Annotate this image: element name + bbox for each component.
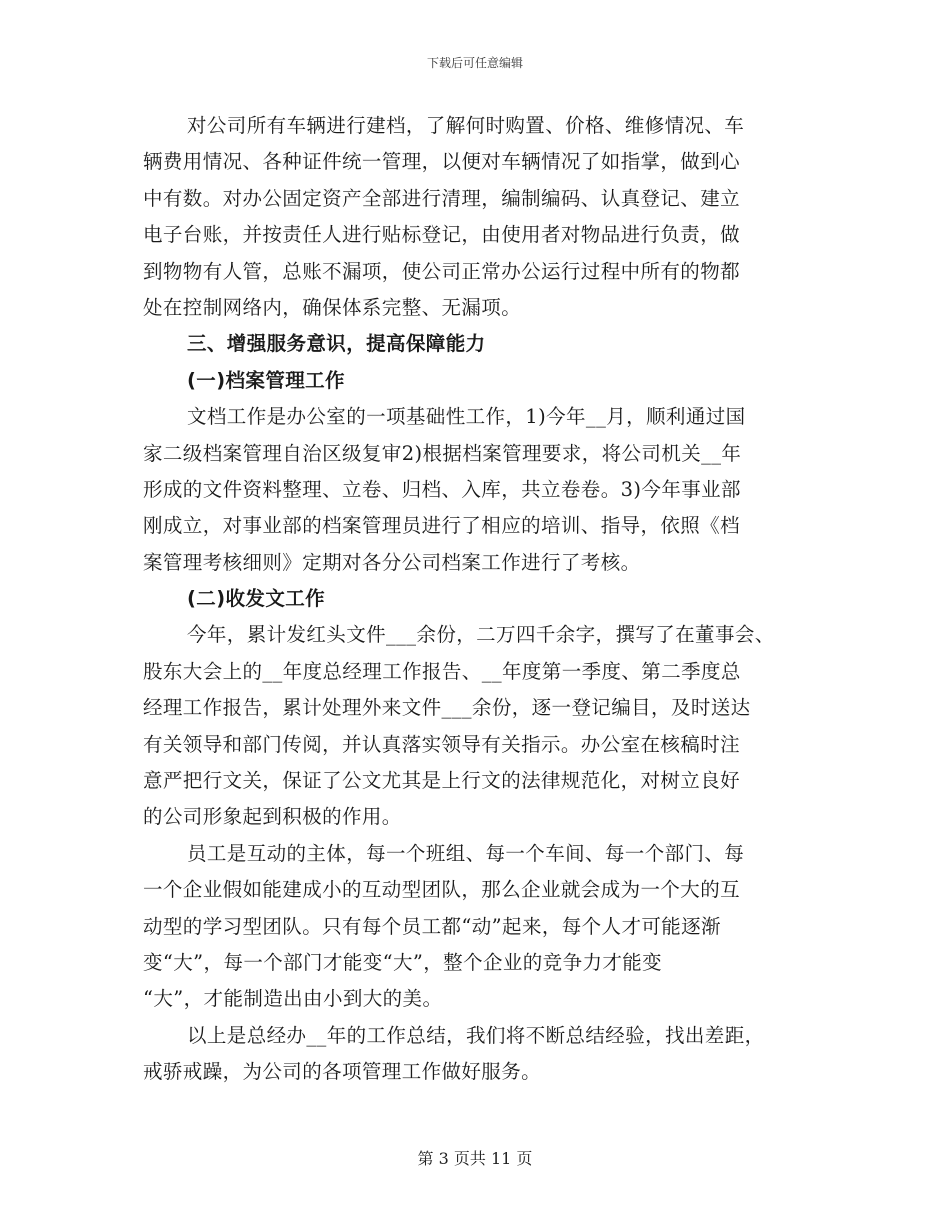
paragraph-line: 处在控制网络内，确保体系完整、无漏项。 [143,295,522,319]
paragraph-line: 股东大会上的__年度总经理工作报告、__年度第一季度、第二季度总 [143,659,741,683]
paragraph-line: 意严把行文关，保证了公文尤其是上行文的法律规范化，对树立良好 [143,769,741,793]
paragraph-line: 有关领导和部门传阅，并认真落实领导有关指示。办公室在核稿时注 [143,732,741,756]
paragraph-line: 的公司形象起到积极的作用。 [143,805,402,829]
paragraph-line: 戒骄戒躁，为公司的各项管理工作做好服务。 [143,1060,542,1084]
paragraph-line: 刚成立，对事业部的档案管理员进行了相应的培训、指导，依照《档 [143,514,741,538]
paragraph-line: 文档工作是办公室的一项基础性工作，1)今年__月，顺利通过国 [187,405,746,429]
paragraph-line: 动型的学习型团队。只有每个员工都“动”起来，每个人才可能逐渐 [143,914,721,938]
paragraph-line: 家二级档案管理自治区级复审2)根据档案管理要求，将公司机关__年 [143,441,742,465]
paragraph-line: 形成的文件资料整理、立卷、归档、入库，共立卷卷。3)今年事业部 [143,477,741,501]
paragraph-line: 辆费用情况、各种证件统一管理，以便对车辆情况了如指掌，做到心 [143,150,741,174]
page-number: 第 3 页共 11 页 [417,1149,533,1168]
paragraph-line: 电子台账，并按责任人进行贴标登记，由使用者对物品进行负责，做 [143,223,741,247]
paragraph-line: “大”，才能制造出由小到大的美。 [143,987,443,1011]
paragraph-line: 以上是总经办__年的工作总结，我们将不断总结经验，找出差距， [187,1023,765,1047]
paragraph-line: 员工是互动的主体，每一个班组、每一个车间、每一个部门、每 [187,841,745,865]
paragraph-line: 对公司所有车辆进行建档，了解何时购置、价格、维修情况、车 [187,114,745,137]
paragraph-line: 经理工作报告，累计处理外来文件___余份，逐一登记编目，及时送达 [143,696,751,720]
paragraph-line: 今年，累计发红头文件___余份，二万四千余字，撰写了在董事会、 [187,623,775,647]
section-heading: 三、增强服务意识，提高保障能力 [187,332,486,356]
paragraph-line: 变“大”，每一个部门才能变“大”，整个企业的竞争力才能变 [143,950,663,974]
section-heading: (一)档案管理工作 [187,368,345,392]
header-note: 下载后可任意编辑 [426,56,523,70]
document-body [143,108,823,1091]
paragraph-line: 到物物有人管，总账不漏项，使公司正常办公运行过程中所有的物都 [143,259,741,283]
paragraph-line: 一个企业假如能建成小的互动型团队，那么企业就会成为一个大的互 [143,878,741,902]
section-heading: (二)收发文工作 [187,587,326,611]
paragraph-line: 案管理考核细则》定期对各分公司档案工作进行了考核。 [143,550,641,574]
paragraph-line: 中有数。对办公固定资产全部进行清理，编制编码、认真登记、建立 [143,186,741,210]
